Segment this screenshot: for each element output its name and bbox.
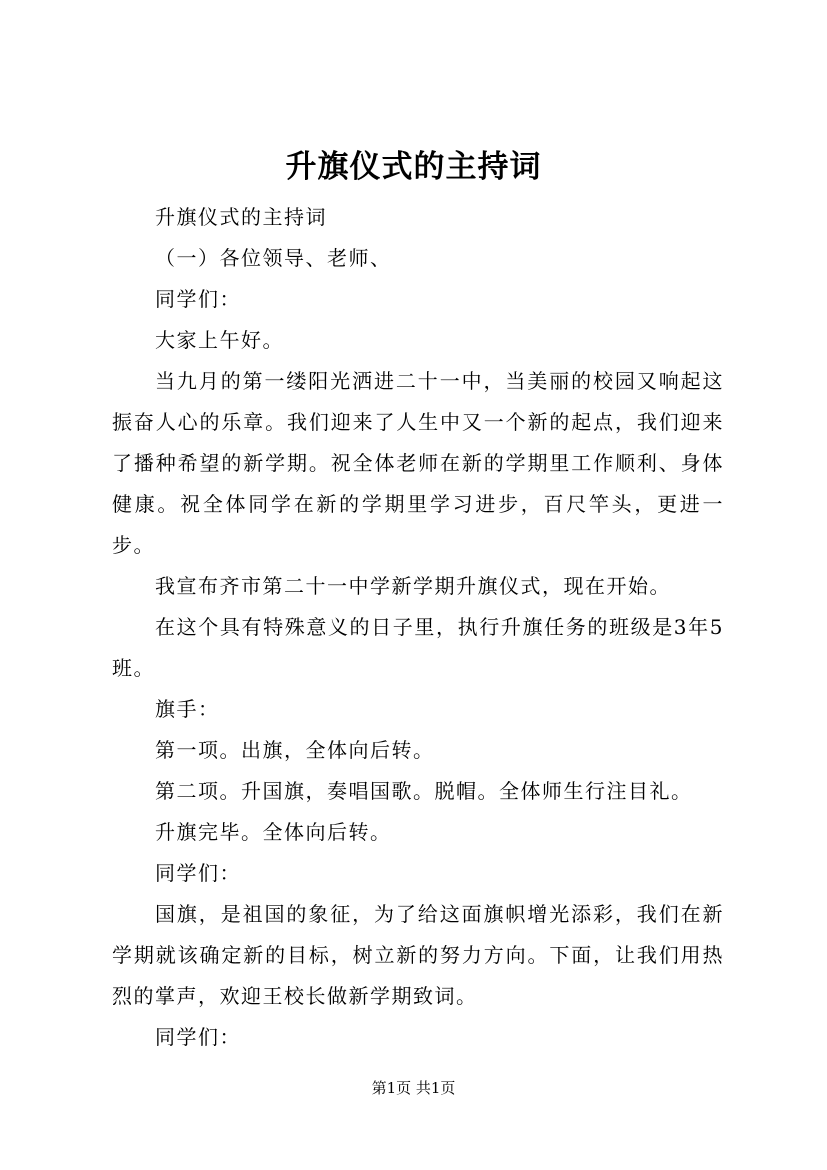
- paragraph: 第二项。升国旗，奏唱国歌。脱帽。全体师生行注目礼。: [155, 779, 693, 803]
- document-body: [112, 197, 724, 1058]
- paragraph: 国旗，是祖国的象征，为了给这面旗帜增光添彩，我们在新学期就该确定新的目标，树立新的努力方向。下面，让我们用热烈的掌声，欢迎王校长做新学期致词。: [112, 902, 724, 1008]
- paragraph: 第一项。出旗，全体向后转。: [155, 738, 435, 762]
- paragraph: 当九月的第一缕阳光洒进二十一中，当美丽的校园又响起这振奋人心的乐章。我们迎来了人生中又一个新的起点，我们迎来了播种希望的新学期。祝全体老师在新的学期里工作顺利、身体健康。祝全体同学在新的学期里学习进步，百尺竿头，更进一步。: [112, 369, 724, 557]
- document-title: 升旗仪式的主持词: [285, 149, 542, 185]
- paragraph: 我宣布齐市第二十一中学新学期升旗仪式，现在开始。: [155, 574, 671, 598]
- paragraph: 在这个具有特殊意义的日子里，执行升旗任务的班级是3年5班。: [112, 615, 724, 680]
- paragraph: 升旗仪式的主持词: [155, 205, 327, 229]
- paragraph: 大家上午好。: [155, 328, 284, 352]
- paragraph: （一）各位领导、老师、: [155, 246, 392, 270]
- paragraph: 旗手：: [155, 697, 220, 721]
- paragraph: 同学们：: [155, 287, 241, 311]
- page-footer: 第1页 共1页: [371, 1079, 456, 1097]
- paragraph: 同学们：: [155, 1025, 241, 1049]
- paragraph: 升旗完毕。全体向后转。: [155, 820, 392, 844]
- paragraph: 同学们：: [155, 861, 241, 885]
